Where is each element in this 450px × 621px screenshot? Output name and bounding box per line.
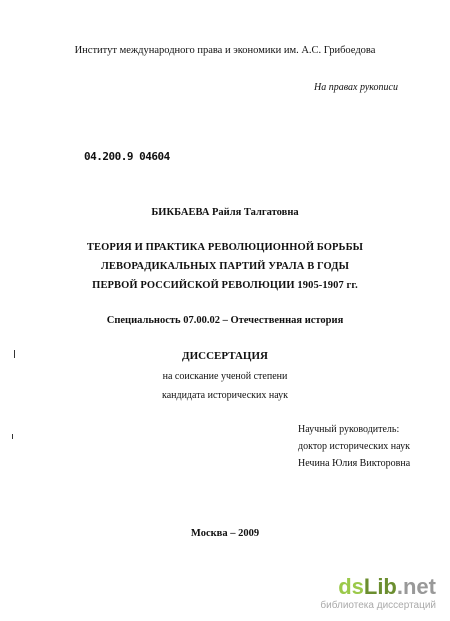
watermark-logo-ds: ds <box>338 574 364 599</box>
scan-speck <box>14 350 15 358</box>
manuscript-note: На правах рукописи <box>314 82 398 93</box>
watermark-logo-lib: Lib <box>363 574 397 599</box>
dissertation-heading: ДИССЕРТАЦИЯ <box>182 350 268 362</box>
watermark-logo <box>320 576 436 598</box>
watermark <box>320 576 436 611</box>
watermark-logo-net: .net <box>396 574 436 599</box>
city-year: Москва – 2009 <box>190 528 260 539</box>
specialty: Специальность 07.00.02 – Отечественная история <box>106 315 344 326</box>
author-name: БИКБАЕВА Райля Талгатовна <box>151 207 299 218</box>
title-line-1: ТЕОРИЯ И ПРАКТИКА РЕВОЛЮЦИОННОЙ БОРЬБЫ <box>86 242 364 253</box>
supervisor-name: Нечина Юлия Викторовна <box>298 458 411 469</box>
degree-line-1: на соискание ученой степени <box>162 371 288 382</box>
degree-line-2: кандидата исторических наук <box>161 390 289 401</box>
supervisor-degree: доктор исторических наук <box>298 441 410 452</box>
scan-speck <box>12 434 13 439</box>
institute-name: Институт международного права и экономики им. А.С. Грибоедова <box>74 45 376 56</box>
watermark-tagline: библиотека диссертаций <box>320 600 436 611</box>
supervisor-label: Научный руководитель: <box>298 424 400 435</box>
title-line-3: ПЕРВОЙ РОССИЙСКОЙ РЕВОЛЮЦИИ 1905-1907 гг. <box>92 280 358 291</box>
title-line-2: ЛЕВОРАДИКАЛЬНЫХ ПАРТИЙ УРАЛА В ГОДЫ <box>100 261 350 272</box>
document-number: 04.200.9 04604 <box>84 150 170 163</box>
